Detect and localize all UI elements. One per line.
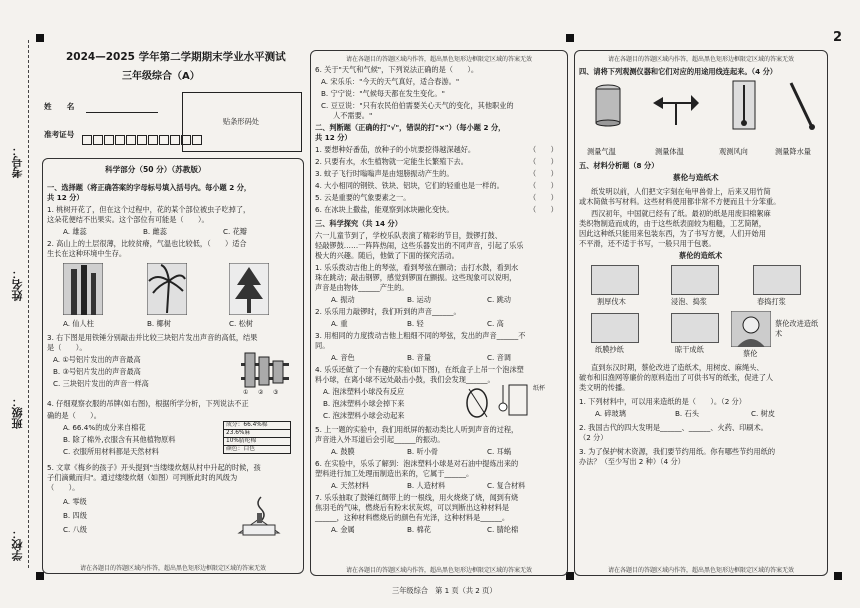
q1-option-b[interactable]: B. 雌蕊 <box>143 227 167 236</box>
inq-q6-option-c[interactable]: C. 复合材料 <box>487 481 526 490</box>
judge-item-2: 2. 只要有水，水生植物就一定能生长繁殖下去。 <box>315 157 468 166</box>
choice-section-head-2: 共 12 分） <box>47 193 84 202</box>
inq-q6-text-1: 6. 在实验中，乐乐了解到：泡沫塑料小球是对石油中提炼出来的 <box>315 459 519 468</box>
exam-subtitle: 三年级综合（A） <box>122 71 200 82</box>
material-p3-1: 直到东汉时期，蔡伦改进了造纸术，用树皮、麻绳头、 <box>591 363 764 372</box>
use-measure-body-temp[interactable]: 测量体温 <box>655 147 684 156</box>
plate-label-2: ② <box>258 389 264 396</box>
material-p3-3: 类文明的传播。 <box>579 383 630 392</box>
q5-text-2: 子们滴戴而归"。通过缕缕炊烟（如图）可判断此时的风级为 <box>47 473 238 482</box>
match-section-head: 四、请将下列观测仪器和它们对应的用途用线连起来。（4 分） <box>579 67 777 76</box>
inq-q4-option-c[interactable]: C. 泡沫塑料小球会动起来 <box>323 411 405 420</box>
inq-q7-text-2: 焦羽毛的气味，燃烧后有粉末状灰烬，可以判断出这种材料是 <box>315 503 510 512</box>
inq-q7-option-c[interactable]: C. 腈纶棉 <box>487 525 519 534</box>
inq-q5-option-a[interactable]: A. 鼓膜 <box>331 447 355 456</box>
inq-q4-option-b[interactable]: B. 泡沫塑料小球会掉下来 <box>323 399 405 408</box>
step-5-label: 晾干成纸 <box>675 345 704 354</box>
step-cut-bark-image <box>591 265 639 295</box>
q5-text-3: （ ）。 <box>47 483 80 492</box>
analysis-q1-option-c[interactable]: C. 树皮 <box>751 409 775 418</box>
q6-option-b[interactable]: B. 宁宁说："气候每天都在发生变化。" <box>321 89 445 98</box>
inq-q2-text: 2. 乐乐用力敲锣时，我们听到的声音______。 <box>315 307 461 316</box>
use-observe-wind[interactable]: 观测风向 <box>719 147 748 156</box>
inq-q3-option-a[interactable]: A. 音色 <box>331 353 355 362</box>
judge-answer-6[interactable]: （ ） <box>529 205 558 214</box>
inq-q3-text-2: 同。 <box>315 341 330 350</box>
name-field[interactable] <box>86 112 158 113</box>
step-3-label: 春捣打浆 <box>757 297 786 306</box>
judge-item-6: 6. 在冰块上撒盐，能观察到冰块融化变快。 <box>315 205 454 214</box>
inq-q4-text-2: 料小球，在离小球不远处敲击小鼓，我们会发现______。 <box>315 375 495 384</box>
plate-label-3: ③ <box>273 389 279 396</box>
q2-text: 2. 高山上的土层很薄，比较贫瘠，气温也比较低，（ ）适合 <box>47 239 247 248</box>
inq-q2-option-b[interactable]: B. 轻 <box>407 319 424 328</box>
material-p1-1: 纸发明以前，人们把文字刻在龟甲兽骨上，后来又用竹简 <box>591 187 771 196</box>
inq-q1-text-2: 珠在跳动；敲击钢锣，感觉到锣面在颤振。这些现象可以说明， <box>315 273 517 282</box>
cai-lun-label: 蔡伦 <box>743 349 758 358</box>
inq-q3-option-b[interactable]: B. 音量 <box>407 353 431 362</box>
barcode-box <box>182 92 302 152</box>
thermometer-icon <box>731 79 757 131</box>
science-section-title: 科学部分（50 分）（苏教版） <box>105 165 206 174</box>
inq-q1-option-c[interactable]: C. 跳动 <box>487 295 511 304</box>
inq-q7-text-3: ______，这种材料燃烧后的颜色有光泽，这种材料是______。 <box>315 513 510 522</box>
inq-q1-text-1: 1. 乐乐拨动吉他上的琴弦，看到琴弦在颤动；击打水鼓，看到水 <box>315 263 519 272</box>
q6-text: 6. 关于"天气和气候"，下列说法正确的是（ ）。 <box>315 65 479 74</box>
binding-exam-no: 考号： <box>11 145 24 178</box>
q3-option-a[interactable]: A. ①号铝片发出的声音最高 <box>53 355 141 364</box>
step-soak-image <box>671 265 719 295</box>
material-p2-3: 因此这种纸只能用来包装东西，为了书写方便，人们开始用 <box>579 229 766 238</box>
judge-item-5: 5. 云是重要的气象要素之一。 <box>315 193 411 202</box>
registration-mark-bottom-right <box>834 572 842 580</box>
q4-option-b[interactable]: B. 除了棉外,衣服含有其他植物原料 <box>63 435 176 444</box>
clothing-tag <box>223 421 291 454</box>
inq-q5-option-b[interactable]: B. 听小骨 <box>407 447 439 456</box>
name-label: 姓 名 <box>44 102 75 111</box>
science-column <box>42 158 304 574</box>
plate-label-1: ① <box>243 389 249 396</box>
inq-q3-option-c[interactable]: C. 音调 <box>487 353 511 362</box>
q4-option-a[interactable]: A. 66.4%的成分来自棉花 <box>63 423 146 432</box>
cai-lun-caption: 蔡伦改进造纸术 <box>775 319 819 339</box>
middle-column <box>310 50 568 576</box>
inq-q5-text-1: 5. 上一题的实验中，我们用纸屏的振动类比人听到声音的过程， <box>315 425 519 434</box>
drum-ball-experiment-image <box>461 381 533 421</box>
palm-tree-image <box>147 263 187 315</box>
step-4-label: 纸膜抄纸 <box>595 345 624 354</box>
registration-mark-top-left <box>36 34 44 42</box>
inquiry-section-head: 三、科学探究（共 14 分） <box>315 219 402 228</box>
judge-item-4: 4. 大小相同的钢铁、铁块、铝块，它们的轻重也是一样的。 <box>315 181 504 190</box>
step-mould-image <box>591 313 639 343</box>
q4-text-2: 确的是（ ）。 <box>47 411 101 420</box>
q4-option-c[interactable]: C. 衣服所用材料都是天然材料 <box>63 447 159 456</box>
inq-q7-option-a[interactable]: A. 金属 <box>331 525 355 534</box>
material-p1-2: 或木简做书写材料。这些材料使用都非常不方便而且十分笨重。 <box>579 197 781 206</box>
col2-top-notice: 请在各题目的答题区域内作答，超出黑色矩形边框限定区域的答案无效 <box>345 56 532 63</box>
q5-option-c[interactable]: C. 八级 <box>63 525 87 534</box>
q2-option-b[interactable]: B. 椰树 <box>147 319 171 328</box>
right-column <box>574 50 828 576</box>
analysis-q1-text: 1. 下列材料中，可以用来造纸的是（ ）。（2 分） <box>579 397 746 406</box>
paper-cup-label: 纸杯 <box>533 385 546 392</box>
inq-q6-option-a[interactable]: A. 天然材料 <box>331 481 370 490</box>
tag-line-1: 成分：66.4%棉 <box>224 422 291 430</box>
col3-bottom-notice: 请在各题目的答题区域内作答，超出黑色矩形边框限定区域的答案无效 <box>607 567 794 574</box>
inq-q5-option-c[interactable]: C. 耳蜗 <box>487 447 511 456</box>
analysis-q3-answer-area[interactable] <box>579 471 823 555</box>
inq-q7-option-b[interactable]: B. 棉花 <box>407 525 431 534</box>
q4-text: 4. 仔细观察衣服的吊牌(如右图)，根据所学分析，下列说法不正 <box>47 399 249 408</box>
q5-option-a[interactable]: A. 零级 <box>63 497 87 506</box>
inq-q6-option-b[interactable]: B. 人造材料 <box>407 481 446 490</box>
q2-option-a[interactable]: A. 仙人柱 <box>63 319 94 328</box>
inquiry-intro-2: 轻敲锣鼓……一阵阵热闹，这些乐器发出的不同声音，引起了乐乐 <box>315 241 524 250</box>
material-p3-2: 破布和旧渔网等廉价的原料造出了可供书写的纸张，促进了人 <box>579 373 774 382</box>
q6-option-c-2: 人不需要。" <box>333 111 373 120</box>
inq-q1-text-3: 声音是由物体______产生的。 <box>315 283 409 292</box>
inq-q2-option-a[interactable]: A. 重 <box>331 319 348 328</box>
judge-answer-5[interactable]: （ ） <box>529 193 558 202</box>
inq-q3-text: 3. 用相同的力度拨动吉他上粗细不同的琴弦，发出的声音______不 <box>315 331 526 340</box>
inq-q1-option-b[interactable]: B. 运动 <box>407 295 431 304</box>
judge-section-head-2: 共 12 分） <box>315 133 352 142</box>
material-title: 蔡伦与造纸术 <box>673 173 719 182</box>
q3-option-c[interactable]: C. 三块铝片发出的声音一样高 <box>53 379 149 388</box>
q6-option-a[interactable]: A. 宋乐乐："今天的天气真好，适合春游。" <box>321 77 460 86</box>
registration-mark-bottom-mid <box>566 572 574 580</box>
q2-option-c[interactable]: C. 松树 <box>229 319 253 328</box>
inq-q2-option-c[interactable]: C. 高 <box>487 319 504 328</box>
judge-answer-1[interactable]: （ ） <box>529 145 558 154</box>
q5-option-b[interactable]: B. 四级 <box>63 511 87 520</box>
cactus-image <box>63 263 103 315</box>
col1-bottom-notice: 请在各题目的答题区域内作答，超出黑色矩形边框限定区域的答案无效 <box>79 565 266 572</box>
q1-text-2: 这朵花便结不出果实。这个部位有可能是（ ）。 <box>47 215 209 224</box>
judge-answer-2[interactable]: （ ） <box>529 157 558 166</box>
step-pound-image <box>753 265 801 295</box>
exam-id-label: 准考证号 <box>44 130 75 139</box>
material-p2-4: 不平滑，还不适于书写，一般只用于包裹。 <box>579 239 716 248</box>
binding-dashed-line <box>28 40 29 568</box>
col3-top-notice: 请在各题目的答题区域内作答，超出黑色矩形边框限定区域的答案无效 <box>607 56 794 63</box>
analysis-section-head: 五、材料分析题（8 分） <box>579 161 659 170</box>
judge-answer-3[interactable]: （ ） <box>529 169 558 178</box>
q1-option-a[interactable]: A. 雄蕊 <box>63 227 87 236</box>
judge-section-head: 二、判断题（正确的打"√"，错误的打"×"）（每小题 2 分， <box>315 123 506 132</box>
inq-q6-text-2: 塑料进行加工处理而制造出来的，它属于______。 <box>315 469 474 478</box>
inq-q4-text-1: 4. 乐乐还做了一个有趣的实验(如下图)，在纸盒子上吊一个泡沫塑 <box>315 365 524 374</box>
q1-option-c[interactable]: C. 花瓣 <box>223 227 247 236</box>
rain-gauge-icon <box>591 83 625 127</box>
q2-text-2: 生长在这种环境中生存。 <box>47 249 127 258</box>
step-2-label: 浸泡、捣浆 <box>671 297 707 306</box>
step-dry-image <box>671 313 719 343</box>
page-corner-number: 2 <box>833 30 843 45</box>
judge-answer-4[interactable]: （ ） <box>529 181 558 190</box>
analysis-q3-text-1: 3. 为了保护树木资源，我们要节约用纸。你有哪些节约用纸的 <box>579 447 776 456</box>
analysis-q2-score: （2 分） <box>579 433 608 442</box>
inq-q1-option-a[interactable]: A. 振动 <box>331 295 355 304</box>
binding-name: 姓名： <box>11 268 24 301</box>
q1-text: 1. 桃树开花了，但在这个过程中，花的某个部位被虫子吃掉了， <box>47 205 251 214</box>
wind-vane-icon <box>651 83 701 127</box>
step-1-label: 割厚伐木 <box>597 297 626 306</box>
inq-q7-text-1: 7. 乐乐抽取了鼓锤红绸带上的一根线，用火烧烧了烧，闻到有烧 <box>315 493 519 502</box>
cai-lun-portrait <box>731 311 771 347</box>
analysis-q2-text[interactable]: 2. 我国古代的四大发明是______、______、火药、印刷术。 <box>579 423 768 432</box>
judge-item-1: 1. 要想种好番茄，放种子的小坑要挖得越深越好。 <box>315 145 476 154</box>
q3-option-b[interactable]: B. ③号铝片发出的声音最高 <box>53 367 141 376</box>
q5-text: 5. 文章《梅乡的孩子》开头提到"当缕缕炊烟从村中升起的时候，孩 <box>47 463 261 472</box>
binding-class: 班级： <box>11 396 24 429</box>
judge-item-3: 3. 蚊子飞行时嗡嗡声是由翅膀振动产生的。 <box>315 169 454 178</box>
analysis-q1-option-b[interactable]: B. 石头 <box>675 409 699 418</box>
use-measure-rain[interactable]: 测量降水量 <box>775 147 811 156</box>
inq-q4-option-a[interactable]: A. 泡沫塑料小球没有反应 <box>323 387 405 396</box>
q3-text-2: 是（ ）。 <box>47 343 87 352</box>
page-footer: 三年级综合 第 1 页（共 2 页） <box>392 586 497 595</box>
analysis-q1-option-a[interactable]: A. 碎玻璃 <box>595 409 626 418</box>
papermaking-caption: 蔡伦的造纸术 <box>679 251 723 260</box>
binding-school: 学校： <box>11 528 24 561</box>
tag-line-4: 颜色：白色 <box>224 446 291 454</box>
material-p2-1: 西汉初年，中国就已经有了纸。最初的纸是用废旧棉絮麻 <box>591 209 771 218</box>
aluminum-plates-image <box>239 349 291 389</box>
registration-mark-top-mid <box>566 34 574 42</box>
inquiry-intro-3: 极大的兴趣。随后，他做了下面的探究活动。 <box>315 251 459 260</box>
inquiry-intro-1: 六一儿童节到了，学校乐队表演了精彩的节目，鼓锣打鼓、 <box>315 231 502 240</box>
col2-bottom-notice: 请在各题目的答题区域内作答，超出黑色矩形边框限定区域的答案无效 <box>345 567 532 574</box>
use-measure-air-temp[interactable]: 测量气温 <box>587 147 616 156</box>
tag-line-3: 10%腈纶棉 <box>224 438 291 446</box>
analysis-q3-text-2: 办法？（至少写出 2 种）（4 分） <box>579 457 685 466</box>
chimney-smoke-image <box>235 489 283 537</box>
registration-mark-bottom-left <box>36 572 44 580</box>
barcode-label: 贴条形码处 <box>223 117 259 126</box>
clinical-thermometer-icon <box>787 79 817 131</box>
tag-line-2: 23.6%麻 <box>224 430 291 438</box>
exam-title: 2024—2025 学年第二学期期末学业水平测试 <box>66 51 286 63</box>
pine-tree-image <box>229 263 269 315</box>
q3-text: 3. 右下图是用铁锤分别敲击并比较三块铝片发出声音的高低，结果 <box>47 333 258 342</box>
inq-q5-text-2: 声音进入外耳道后会引起______的振动。 <box>315 435 445 444</box>
q6-option-c[interactable]: C. 豆豆说："只有农民伯伯需要关心天气的变化，其他职业的 <box>321 101 514 110</box>
material-p2-2: 类织物制造而成的，由于这些纸表面较为粗糙，工艺简陋， <box>579 219 766 228</box>
choice-section-head: 一、选择题（将正确答案的字母标号填入括号内。每小题 2 分， <box>47 183 252 192</box>
